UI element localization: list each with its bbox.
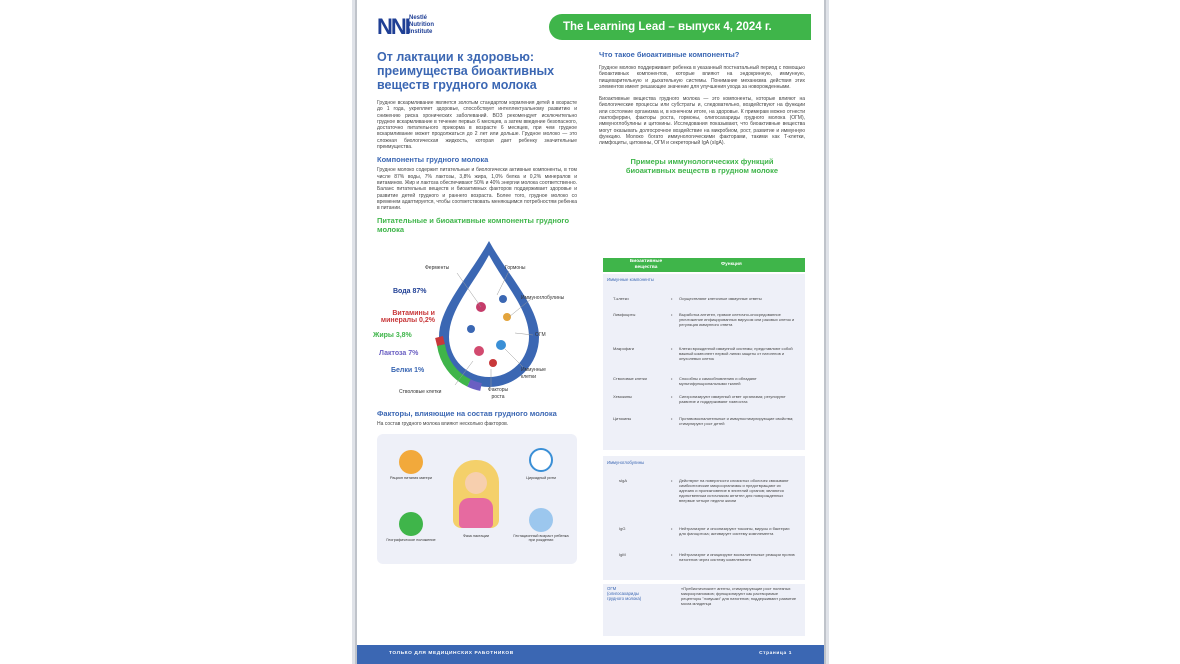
immune-row-function: Выработка антител, прямое клеточно-опосредованное уничтожение инфицированных вирусом или раковых клеток и регуляция иммунного ответа bbox=[679, 312, 795, 327]
table-col-substance: Биоактивные вещества bbox=[629, 259, 663, 270]
bullet-icon: • bbox=[671, 376, 673, 381]
group-ig-label: Иммуноглобулины bbox=[607, 460, 645, 465]
article-title: От лактации к здоровью: преимущества биоактивных веществ грудного молока bbox=[377, 50, 555, 92]
footer-page-number: Страница 1 bbox=[759, 651, 792, 656]
immune-row-name: Хемокины bbox=[613, 394, 632, 399]
pct-fats: Жиры 3,8% bbox=[373, 332, 412, 340]
page-footer bbox=[357, 645, 824, 664]
hmo-function: «Пребиотические» агенты, стимулирующие рост полезных микроорганизмов; функционируют как растворимые рецепторы "ловушки" для патогенов; поддерживают развитие мозга младенца bbox=[681, 586, 797, 606]
logo-text bbox=[409, 15, 434, 36]
pct-water: Вода 87% bbox=[393, 288, 427, 296]
factor-diet: Рацион питания матери bbox=[389, 475, 433, 480]
label-growth-factors: Факторы роста bbox=[487, 387, 509, 400]
globe-icon bbox=[399, 512, 423, 536]
immune-row-function: Способны к самообновлению и обладают мультифункциональными тканей bbox=[679, 376, 757, 386]
immune-row-function: Осуществляют клеточные иммунные ответы bbox=[679, 296, 762, 301]
mother-face bbox=[465, 472, 487, 494]
milk-drop-infographic bbox=[369, 237, 579, 400]
immune-row-function: Клетки врожденной иммунной системы; представляют собой важный компонент первой линии защиты от патогенов и опухолевых клеток bbox=[679, 346, 793, 361]
factors-panel bbox=[377, 434, 577, 564]
factors-paragraph: На состав грудного молока влияют несколько факторов. bbox=[377, 421, 509, 428]
group-immune-label: Иммунные компоненты bbox=[607, 277, 654, 282]
ig-row-name: IgM bbox=[619, 552, 626, 557]
table-col-function: Функция bbox=[721, 262, 742, 267]
factors-heading: Факторы, влияющие на состав грудного молока bbox=[377, 409, 557, 419]
bullet-icon: • bbox=[671, 526, 673, 531]
pct-lactose: Лактоза 7% bbox=[379, 350, 419, 358]
clock-icon bbox=[529, 448, 553, 472]
mother-body bbox=[459, 498, 493, 528]
nestle-nutrition-institute-logo bbox=[377, 14, 457, 40]
factor-circadian: Циркадный ритм bbox=[526, 475, 556, 480]
page-header bbox=[357, 0, 824, 44]
bullet-icon: • bbox=[671, 552, 673, 557]
ig-row-function: Нейтрализуют и инициируют воспалительные реакции против патогенов через систему комплемента bbox=[679, 552, 795, 562]
ig-row-function: Нейтрализуют и опсонизируют токсины, вирусы и бактерии для фагоцитоза; активирует систему комплемента bbox=[679, 526, 790, 536]
components-heading: Компоненты грудного молока bbox=[377, 155, 489, 165]
bullet-icon: • bbox=[671, 296, 673, 301]
table-group-hmo bbox=[603, 584, 805, 636]
immune-row-function: Противовоспалительные и иммуностимулирующие свойства; стимулируют рост детей bbox=[679, 416, 794, 426]
immune-row-name: Макрофаги bbox=[613, 346, 635, 351]
label-immunoglobulins: Иммуноглобулины bbox=[521, 295, 565, 302]
logo-brand: Nestlé bbox=[409, 15, 428, 21]
drop-heading: Питательные и биоактивные компоненты грудного молока bbox=[377, 216, 570, 235]
mother-illustration bbox=[453, 460, 499, 528]
logo-line-2: Nutrition bbox=[409, 22, 434, 28]
table-header-row bbox=[603, 258, 805, 272]
immune-row-name: Стволовые клетки bbox=[613, 376, 647, 381]
issue-banner: The Learning Lead – выпуск 4, 2024 г. bbox=[549, 14, 811, 40]
factor-gest-age: Гестационный возраст ребенка при рождении bbox=[513, 533, 569, 543]
ig-row-name: sIgA bbox=[619, 478, 628, 483]
label-stem-cells: Стволовые клетки bbox=[399, 389, 442, 396]
immune-row-function: Синхронизируют иммунный ответ организма; регулируют развитие и поддерживают гомеостаз bbox=[679, 394, 786, 404]
intro-paragraph: Грудное вскармливание является золотым стандартом кормления детей в возрасте до 1 года, укрепляет здоровье, способствует интеллектуальному развитию и снижению риска хронических заболеваний. ВОЗ рекомендует исключительно грудное вскармливание в течение первых 6 месяцев, а затем введение безопасного, достаточно питательного прикорма в возрасте 6 месяцев, при чем грудное вскармливание может продолжаться до 2 лет или дольше. Грудное молоко — это сложная биологическая жидкость, которая дает ребенку значительные преимущества. bbox=[377, 100, 577, 151]
components-paragraph: Грудное молоко содержит питательные и биологически активные компоненты, в том числе 87% воды, 7% лактозы, 3,8% жира, 1,0% белка и 0,2% минералов и витаминов. Жир и лактоза обеспечивают 50% и 40% энергии молока соответственно. Баланс питательных веществ и биоактивных факторов поддерживает здоровье и развитие детей грудного и раннего возраста. Более того, грудное молоко со временем адаптируется, чтобы соответствовать меняющимся потребностям ребенка в питании. bbox=[377, 167, 577, 212]
immune-row-name: T-клетки bbox=[613, 296, 629, 301]
table-heading: Примеры иммунологических функций биоактивных веществ в грудном молоке bbox=[625, 156, 779, 175]
pct-vitamins: Витамины и минералы 0,2% bbox=[380, 310, 435, 324]
left-column bbox=[373, 50, 577, 564]
bullet-icon: • bbox=[671, 312, 673, 317]
bullet-icon: • bbox=[671, 394, 673, 399]
logo-line-3: Institute bbox=[409, 29, 433, 35]
bioactive-paragraph-1: Грудное молоко поддерживает ребенка в указанный постнатальный период с помощью биоактивных компонентов, которые влияют на эндокринную, иммунную, пищеварительную и дыхательную системы. Понимание механизма действия этих элементов имеет решающее значение для улучшения ухода за новорожденными. bbox=[599, 65, 805, 90]
nni-logo-mark: NNI bbox=[377, 14, 409, 39]
food-icon bbox=[399, 450, 423, 474]
ig-row-function: Действуют на поверхности слизистых оболочек связывают симбиотические микроорганизмы и предотвращают их адгезию и проникновение в эпителий органов; являются единственным источником антител для новорожденных впервые четыре недели жизни bbox=[679, 478, 789, 503]
immune-row-name: Лимфоциты bbox=[613, 312, 636, 317]
ig-row-name: IgG bbox=[619, 526, 626, 531]
label-enzymes: Ферменты bbox=[425, 265, 450, 272]
bullet-icon: • bbox=[671, 346, 673, 351]
factor-geo: Географическое положение bbox=[386, 537, 436, 542]
immune-row-name: Цитокины bbox=[613, 416, 632, 421]
factor-lactation: Фаза лактации bbox=[462, 533, 490, 538]
document-page bbox=[357, 0, 824, 664]
right-column bbox=[599, 50, 805, 178]
pct-proteins: Белки 1% bbox=[391, 367, 425, 375]
label-hmo: ОГМ bbox=[535, 332, 546, 339]
bioactive-heading: Что такое биоактивные компоненты? bbox=[599, 50, 740, 59]
bullet-icon: • bbox=[671, 416, 673, 421]
bioactive-paragraph-2: Биоактивные вещества грудного молока — это компоненты, которые влияют на биологические процессы или субстраты и, следовательно, воздействуют на функции или состояние организма и, в конечном итоге, на здоровье. К примерам можно отнести лактоферрин, факторы роста, гормоны, олигосахариды грудного молока (ОГМ), иммуноглобулины и цитокины. Исследования показывают, что биоактивные вещества могут оказывать долгосрочное воздействие на микробиом, рост, развитие и иммунную функцию. Молоко богато иммунологическими факторами, такими как T-клетки, лимфоциты, цитокины, ОГМ и секреторный IgA (sIgA). bbox=[599, 96, 805, 147]
baby-icon bbox=[529, 508, 553, 532]
label-hormones: Гормоны bbox=[505, 265, 526, 272]
label-immune-cells: Иммунные клетки bbox=[521, 367, 546, 380]
group-hmo-label: ОГМ (олигосахариды грудного молока) bbox=[607, 586, 642, 601]
bullet-icon: • bbox=[671, 478, 673, 483]
footer-disclaimer: ТОЛЬКО ДЛЯ МЕДИЦИНСКИХ РАБОТНИКОВ bbox=[389, 651, 514, 656]
